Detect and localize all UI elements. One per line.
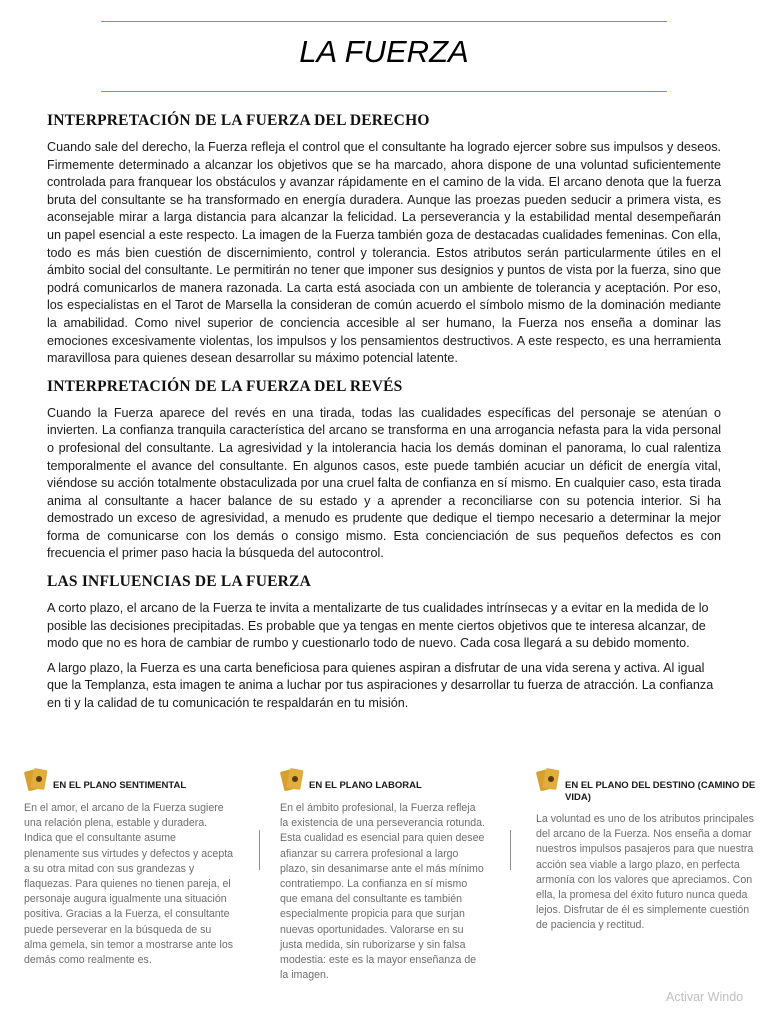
activation-watermark: Activar Windo	[666, 990, 744, 1004]
title-top-rule	[101, 21, 667, 22]
column-sentimental	[24, 768, 234, 968]
section-reversed	[47, 378, 721, 563]
column-divider	[259, 830, 260, 870]
section-paragraph: Cuando sale del derecho, la Fuerza refleja el control que el consultante ha logrado ejercer sobre sus impulsos y deseos. Firmemente determinado a alcanzar los objetivos que se ha marcado, ahora dispone de una voluntad suficientemente controlada para franquear los obstáculos y avanzar rápidamente en el camino de la vida. El arcano denota que la fuerza bruta del consultante se ha transformado en energía duradera. Aunque las proezas pueden seducir a primera vista, es aconsejable mirar a larga distancia para alcanzar la felicidad. La perseverancia y la estabilidad mental desempeñarán un papel esencial a este respecto. La imagen de la Fuerza también goza de destacadas cualidades femeninas. Con ella, todo es más bien cuestión de discernimiento, control y tolerancia. Estos atributos serán particularmente útiles en el ámbito social del consultante. Le permitirán no tener que imponer sus designios y puntos de vista por la fuerza, sino que podrá comunicarlos de manera razonada. La carta está asociada con un ambiente de tolerancia y aceptación. Por eso, los especialistas en el Tarot de Marsella la consideran de común acuerdo el símbolo mismo de la dominación mediante la amabilidad. Como nivel superior de conciencia accesible al ser humano, la Fuerza nos enseña a dominar las emociones excesivamente violentas, los impulsos y los pensamientos destructivos. A este respecto, es una herramienta maravillosa para quienes desean desarrollar su máximo potencial latente.	[47, 140, 721, 366]
page-title: LA FUERZA	[299, 34, 469, 69]
section-paragraph: A largo plazo, la Fuerza es una carta beneficiosa para quienes aspiran a disfrutar de una vida serena y activa. Al igual que la Templanza, esta imagen te anima a luchar por tus aspiraciones y desarrollar tu fuerza de atracción. La confianza en ti y la calidad de tu comunicación te respaldarán en tu misión.	[47, 660, 714, 711]
planes-columns	[24, 768, 764, 1018]
column-divider	[510, 830, 511, 870]
column-laboral	[280, 768, 486, 983]
tarot-cards-icon	[24, 768, 48, 790]
column-text: La voluntad es uno de los atributos principales del arcano de la Fuerza. Nos enseña a domar nuestros impulsos pasajeros para que nuestra acción sea viable a largo plazo, en perfecta armonía con los valores que apreciamos. Con ella, la promesa del éxito futuro nunca queda lejos. Disfrutar de él es simplemente cuestión de paciencia y rectitud.	[536, 813, 754, 932]
section-influences	[47, 573, 721, 713]
tarot-cards-icon	[280, 768, 304, 790]
column-text: En el ámbito profesional, la Fuerza refleja la existencia de una perseverancia rotunda. Esta cualidad es esencial para quien desee afianzar su carrera profesional a largo plazo, sin desanimarse ante el más mínimo contratiempo. La confianza en sí mismo que emana del consultante es también especialmente propicia para que surjan nuevas oportunidades. Valorarse en su justa medida, sin ruborizarse y sin falsa modestia: este es la mayor enseñanza de la imagen.	[280, 802, 485, 982]
main-content	[47, 112, 721, 723]
column-destino	[536, 768, 762, 934]
tarot-cards-icon	[536, 768, 560, 790]
title-bottom-rule	[101, 91, 667, 92]
section-heading: INTERPRETACIÓN DE LA FUERZA DEL REVÉS	[47, 377, 403, 395]
section-heading: INTERPRETACIÓN DE LA FUERZA DEL DERECHO	[47, 112, 430, 129]
column-header	[280, 768, 486, 792]
column-text: En el amor, el arcano de la Fuerza sugiere una relación plena, estable y duradera. Indica que el consultante asume plenamente sus virtudes y defectos y acepta a su otra mitad con sus grandezas y flaquezas. Para quienes no tienen pareja, el personaje augura igualmente una situación positiva. Gracias a la Fuerza, el consultante puede perseverar en la búsqueda de su alma gemela, sin temor a mostrarse ante los demás como realmente es.	[24, 802, 234, 967]
section-heading: LAS INFLUENCIAS DE LA FUERZA	[47, 573, 311, 591]
section-upright	[47, 112, 721, 368]
column-header	[536, 768, 762, 804]
column-heading: EN EL PLANO LABORAL	[309, 780, 422, 791]
column-header	[24, 768, 234, 792]
section-paragraph: A corto plazo, el arcano de la Fuerza te invita a mentalizarte de tus cualidades intrínsecas y a evitar en la medida de lo posible las decisiones precipitadas. Es probable que ya tengas en mente ciertos objetivos que te interesa alcanzar, de modo que no es hora de cambiar de rumbo y cuestionarlo todo de nuevo. Cada cosa llegará a su debido momento.	[47, 601, 709, 651]
section-paragraph: Cuando la Fuerza aparece del revés en una tirada, todas las cualidades específicas del personaje se atenúan o invierten. La confianza tranquila característica del arcano se transforma en una arrogancia nefasta para la vida personal o profesional del consultante. La agresividad y la intolerancia hacia los demás dominan el panorama, lo cual ralentiza temporalmente el avance del consultante. En algunos casos, este puede también acuciar un déficit de energía vital, viéndose su acción totalmente obstaculizada por una cruel falta de confianza en sí mismo. En cualquier caso, esta tirada anima al consultante a hacer balance de su estado y a aprender a reconciliarse con su potencia interior. Si ha demostrado un exceso de agresividad, a menudo es prudente que dedique el tiempo necesario a determinar la mejor forma de comunicarse con los demás o consigo mismo. Esta concienciación de sus pequeños defectos es con frecuencia el primer paso hacia la búsqueda del autocontrol.	[47, 405, 721, 561]
column-heading: EN EL PLANO SENTIMENTAL	[53, 780, 187, 791]
column-heading: EN EL PLANO DEL DESTINO (CAMINO DE VIDA)	[565, 780, 756, 803]
